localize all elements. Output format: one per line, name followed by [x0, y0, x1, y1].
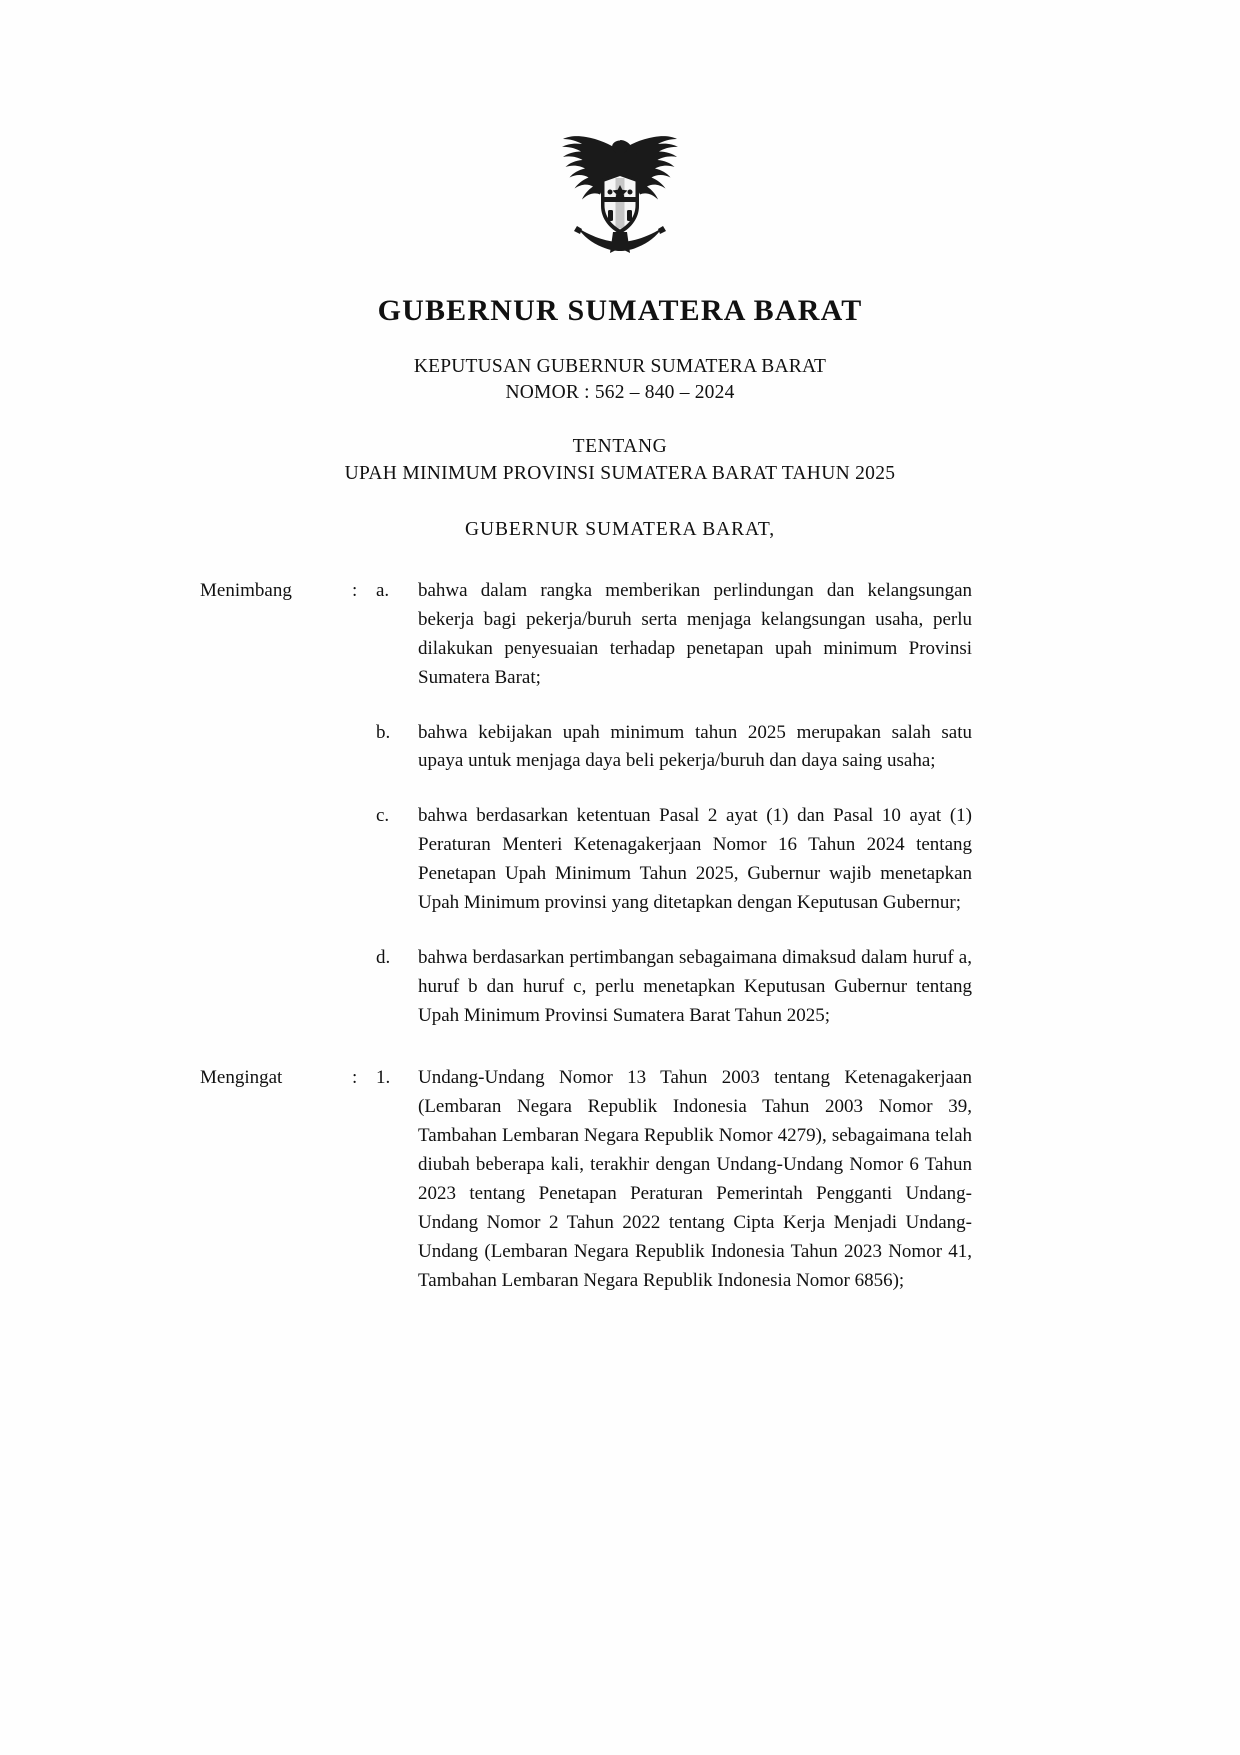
decree-number: NOMOR : 562 – 840 – 2024	[505, 382, 735, 403]
clause-marker: c.	[376, 805, 390, 827]
tentang-label: TENTANG	[572, 436, 668, 457]
garuda-pancasila-emblem	[555, 112, 685, 262]
clause-text: bahwa dalam rangka memberikan perlindungan dan kelangsungan bekerja bagi pekerja/buruh serta menjaga kelangsungan usaha, perlu dilakukan penyesuaian terhadap penetapan upah minimum Provinsi Sumatera Barat;	[418, 580, 972, 688]
clause-row	[200, 1064, 972, 1295]
clause-row	[200, 719, 972, 777]
page-title: GUBERNUR SUMATERA BARAT	[377, 294, 863, 327]
section-label-menimbang: Menimbang	[200, 580, 292, 601]
clause-row	[200, 577, 972, 693]
issuing-authority: GUBERNUR SUMATERA BARAT,	[465, 519, 775, 540]
clause-marker: a.	[376, 580, 390, 601]
section-colon: :	[352, 1067, 358, 1089]
clause-text: bahwa berdasarkan ketentuan Pasal 2 ayat (1) dan Pasal 10 ayat (1) Peraturan Menteri Ketenagakerjaan Nomor 16 Tahun 2024 tentang Penetapan Upah Minimum Tahun 2025, Gubernur wajib menetapkan Upah Minimum provinsi yang ditetapkan dengan Keputusan Gubernur;	[418, 805, 972, 913]
clause-row	[200, 802, 972, 918]
clause-marker: 1.	[376, 1067, 391, 1089]
heading-block	[0, 294, 1240, 541]
document-body	[0, 577, 1240, 1295]
clause-text: Undang-Undang Nomor 13 Tahun 2003 tentang Ketenagakerjaan (Lembaran Negara Republik Indonesia Tahun 2003 Nomor 39, Tambahan Lembaran Negara Republik Nomor 4279), sebagaimana telah diubah beberapa kali, terakhir dengan Undang-Undang Nomor 6 Tahun 2023 tentang Penetapan Peraturan Pemerintah Pengganti Undang-Undang Nomor 2 Tahun 2022 tentang Cipta Kerja Menjadi Undang-Undang (Lembaran Negara Republik Indonesia Tahun 2023 Nomor 41, Tambahan Lembaran Negara Republik Indonesia Nomor 6856);	[418, 1067, 972, 1291]
clause-text: bahwa kebijakan upah minimum tahun 2025 merupakan salah satu upaya untuk menjaga daya beli pekerja/buruh dan daya saing usaha;	[418, 721, 972, 772]
decree-title: KEPUTUSAN GUBERNUR SUMATERA BARAT	[413, 356, 827, 377]
section-label-mengingat: Mengingat	[200, 1067, 283, 1089]
clause-row	[200, 944, 972, 1031]
emblem-container	[0, 0, 1240, 262]
clause-text: bahwa berdasarkan pertimbangan sebagaimana dimaksud dalam huruf a, huruf b dan huruf c, perlu menetapkan Keputusan Gubernur tentang Upah Minimum Provinsi Sumatera Barat Tahun 2025;	[418, 946, 972, 1026]
clause-marker: d.	[376, 946, 391, 968]
section-colon: :	[352, 580, 358, 601]
decree-subject: UPAH MINIMUM PROVINSI SUMATERA BARAT TAHUN 2025	[344, 463, 896, 484]
clause-marker: b.	[376, 721, 391, 743]
